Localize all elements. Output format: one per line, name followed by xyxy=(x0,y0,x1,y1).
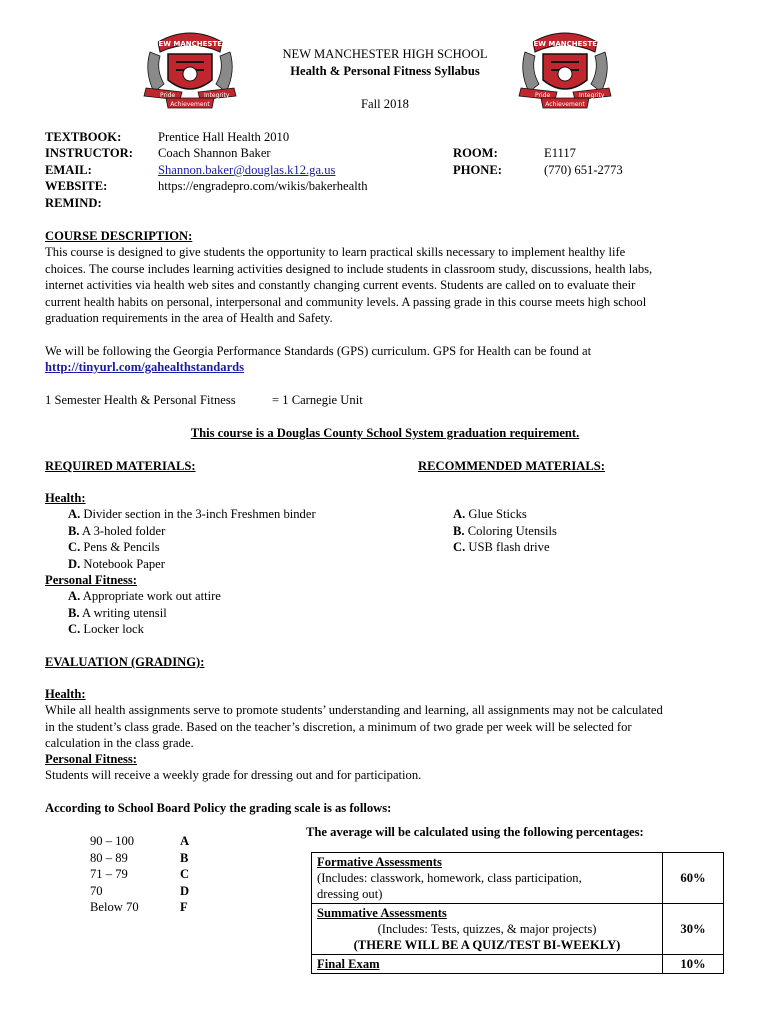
list-item: A. Glue Sticks xyxy=(453,507,527,521)
summative-cell xyxy=(312,904,663,955)
room-value: E1117 xyxy=(544,146,576,160)
phone-label: PHONE: xyxy=(453,163,502,177)
course-description-line: internet activities via health web sites and constantly changing current events. Students are called on to evaluate their xyxy=(45,278,636,292)
term: Fall 2018 xyxy=(361,97,409,111)
summative-desc: (THERE WILL BE A QUIZ/TEST BI-WEEKLY) xyxy=(353,938,621,952)
required-materials-heading: REQUIRED MATERIALS: xyxy=(45,459,196,473)
evaluation-heading: EVALUATION (GRADING): xyxy=(45,655,205,669)
svg-text:NEW MANCHESTER: NEW MANCHESTER xyxy=(527,40,603,48)
final-exam-title: Final Exam xyxy=(312,955,663,974)
textbook-value: Prentice Hall Health 2010 xyxy=(158,130,290,144)
gps-text: We will be following the Georgia Performance Standards (GPS) curriculum. GPS for Health can be found at xyxy=(45,344,592,358)
summative-title: Summative Assessments xyxy=(317,906,447,920)
email-label: EMAIL: xyxy=(45,163,92,177)
scale-row: 71 – 79 C xyxy=(90,867,190,881)
fitness-materials-list xyxy=(68,588,221,638)
health-materials-heading: Health: xyxy=(45,491,86,505)
svg-text:Integrity: Integrity xyxy=(204,92,230,99)
phone-value: (770) 651-2773 xyxy=(544,163,623,177)
email-link[interactable]: Shannon.baker@douglas.k12.ga.us xyxy=(158,163,336,177)
scale-row: Below 70 F xyxy=(90,900,188,914)
list-item: C. USB flash drive xyxy=(453,540,550,554)
course-description-line: This course is designed to give students the opportunity to learn practical skills necessary to implement healthy life xyxy=(45,245,626,259)
table-row xyxy=(312,955,724,974)
course-description-line: graduation requirements in the area of Health and Safety. xyxy=(45,311,333,325)
list-item: C. Pens & Pencils xyxy=(68,540,160,554)
list-item: B. A 3-holed folder xyxy=(68,523,166,538)
formative-percent: 60% xyxy=(663,853,724,904)
list-item: B. A writing utensil xyxy=(68,605,167,620)
instructor-value: Coach Shannon Baker xyxy=(158,146,271,160)
graduation-requirement: This course is a Douglas County School System graduation requirement. xyxy=(190,426,580,440)
svg-text:Achievement: Achievement xyxy=(545,101,585,108)
summative-percent: 30% xyxy=(663,904,724,955)
grading-scale xyxy=(90,833,200,916)
course-description-line: current health habits on personal, interpersonal and community levels. A passing grade in this course meets high school xyxy=(45,294,647,309)
grading-scale-heading: According to School Board Policy the grading scale is as follows: xyxy=(45,801,392,815)
gps-standards-link[interactable]: http://tinyurl.com/gahealthstandards xyxy=(45,360,245,374)
svg-text:Pride: Pride xyxy=(535,92,551,99)
paragraph-line: While all health assignments serve to promote students’ understanding and learning, all assignments may not be calculated xyxy=(45,703,663,717)
school-name: NEW MANCHESTER HIGH SCHOOL xyxy=(282,47,488,61)
percentages-heading: The average will be calculated using the following percentages: xyxy=(306,825,644,839)
recommended-materials-heading: RECOMMENDED MATERIALS: xyxy=(418,459,605,473)
course-description-heading: COURSE DESCRIPTION: xyxy=(45,229,193,243)
formative-title: Formative Assessments xyxy=(317,855,442,869)
website-value: https://engradepro.com/wikis/bakerhealth xyxy=(158,179,368,193)
list-item: B. Coloring Utensils xyxy=(453,523,557,538)
syllabus-title: Health & Personal Fitness Syllabus xyxy=(290,64,480,78)
svg-text:Integrity: Integrity xyxy=(579,92,605,99)
evaluation-health-heading: Health: xyxy=(45,687,86,701)
scale-row: 70 D xyxy=(90,883,190,898)
room-label: ROOM: xyxy=(453,146,498,160)
summative-desc: (Includes: Tests, quizzes, & major projects) xyxy=(377,922,597,936)
evaluation-fitness-heading: Personal Fitness: xyxy=(45,752,137,766)
paragraph-line: in the student’s class grade. Based on the teacher’s discretion, a minimum of two grade per week will be selected for xyxy=(45,719,632,734)
credit-value: = 1 Carnegie Unit xyxy=(272,393,363,407)
table-row xyxy=(312,853,724,904)
health-materials-list xyxy=(68,506,316,572)
formative-desc: dressing out) xyxy=(317,887,383,901)
svg-text:Pride: Pride xyxy=(160,92,176,99)
textbook-label: TEXTBOOK: xyxy=(45,130,122,144)
credit-label: 1 Semester Health & Personal Fitness xyxy=(45,393,236,407)
scale-row: 80 – 89 B xyxy=(90,850,189,865)
instructor-label: INSTRUCTOR: xyxy=(45,146,133,160)
svg-text:Achievement: Achievement xyxy=(170,101,210,108)
list-item: A. Appropriate work out attire xyxy=(68,589,221,603)
remind-label: REMIND: xyxy=(45,196,102,210)
formative-cell xyxy=(312,853,663,904)
formative-desc: (Includes: classwork, homework, class participation, xyxy=(317,871,582,885)
grade-weights-table xyxy=(311,852,724,974)
list-item: C. Locker lock xyxy=(68,622,144,636)
website-label: WEBSITE: xyxy=(45,179,108,193)
course-description-line: choices. The course includes learning activities designed to include students in classroom study, discussions, health labs, xyxy=(45,261,653,276)
svg-text:NEW MANCHESTER: NEW MANCHESTER xyxy=(152,40,228,48)
list-item: A. Divider section in the 3-inch Freshmen binder xyxy=(68,507,316,521)
table-row xyxy=(312,904,724,955)
evaluation-health-text xyxy=(45,702,727,752)
fitness-materials-heading: Personal Fitness: xyxy=(45,573,137,587)
paragraph-line: calculation in the class grade. xyxy=(45,736,194,750)
course-description-text xyxy=(45,244,735,327)
recommended-materials-list xyxy=(453,506,557,556)
final-exam-percent: 10% xyxy=(663,955,724,974)
evaluation-fitness-text: Students will receive a weekly grade for dressing out and for participation. xyxy=(45,768,422,782)
list-item: D. Notebook Paper xyxy=(68,556,165,571)
scale-row: 90 – 100 A xyxy=(90,834,190,848)
